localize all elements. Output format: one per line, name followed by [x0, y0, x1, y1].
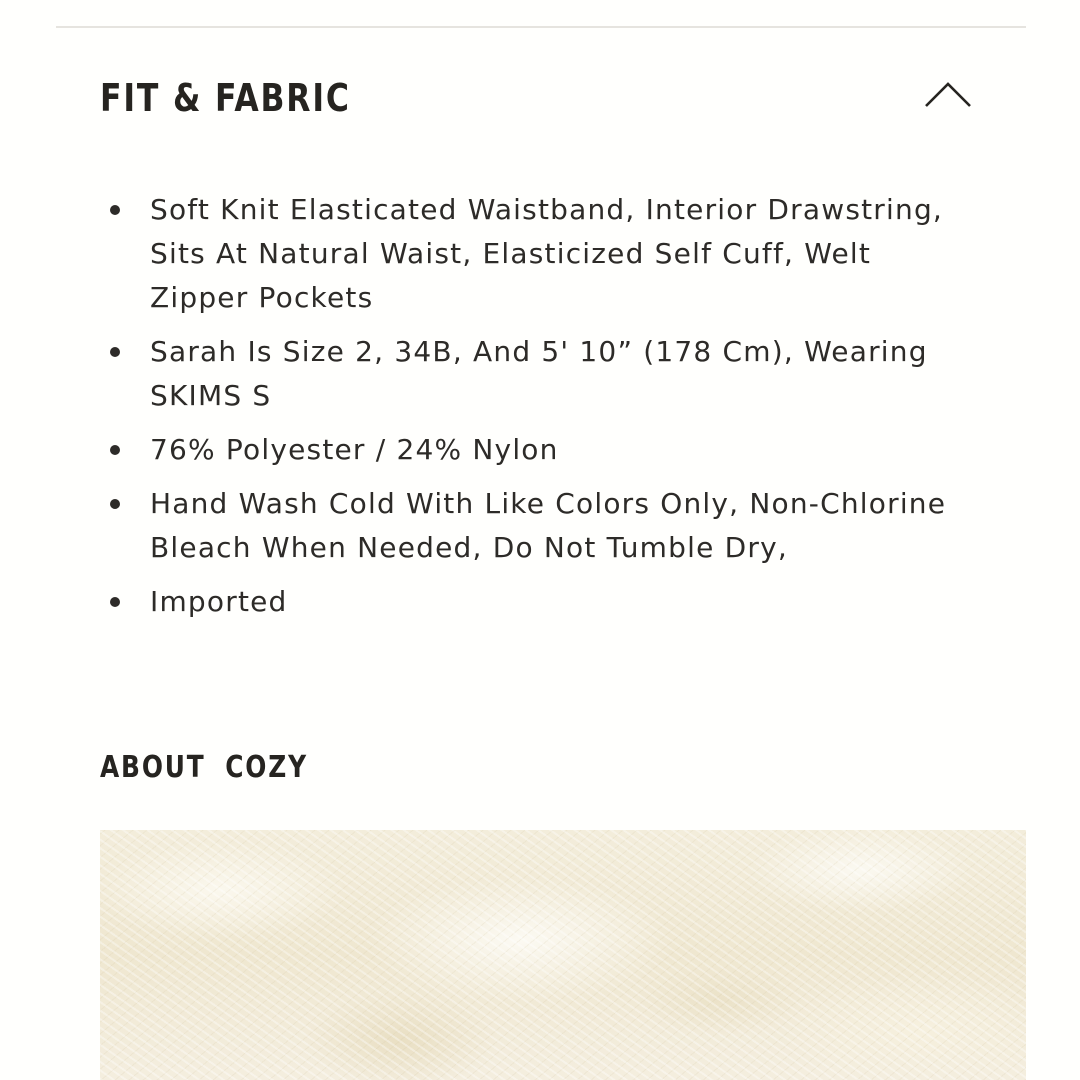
list-item: Sarah Is Size 2, 34B, And 5' 10” (178 Cm), Wearing SKIMS S [150, 330, 1030, 418]
list-item: Hand Wash Cold With Like Colors Only, Non-Chlorine Bleach When Needed, Do Not Tumble Dry, [150, 482, 1030, 570]
fit-fabric-title: FIT & FABRIC [100, 76, 351, 120]
top-divider [56, 26, 1026, 28]
fabric-texture-image [100, 830, 1026, 1080]
fit-fabric-accordion-header[interactable] [100, 70, 980, 130]
list-item: Soft Knit Elasticated Waistband, Interior Drawstring, Sits At Natural Waist, Elasticized Self Cuff, Welt Zipper Pockets [150, 188, 1030, 320]
fit-fabric-list [150, 188, 1030, 634]
list-item: Imported [150, 580, 1030, 624]
about-cozy-title: ABOUT COZY [100, 750, 308, 785]
chevron-up-icon[interactable] [923, 80, 973, 110]
list-item: 76% Polyester / 24% Nylon [150, 428, 1030, 472]
